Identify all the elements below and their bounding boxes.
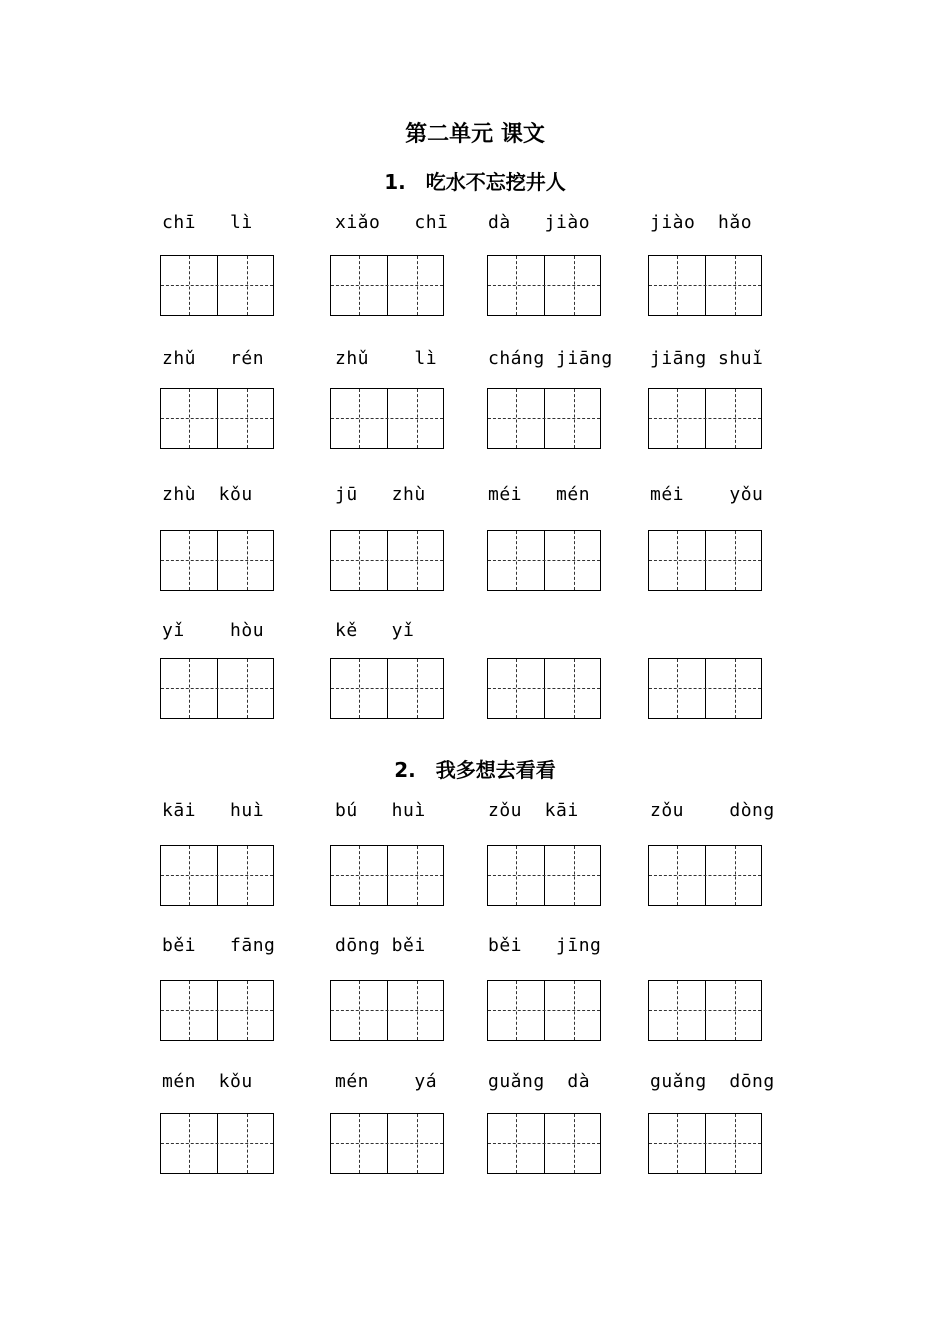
pinyin-label: jū zhù [335, 484, 426, 505]
guide-line-horizontal [331, 285, 443, 286]
guide-line-horizontal [161, 1143, 273, 1144]
writing-box[interactable] [160, 658, 274, 719]
writing-box[interactable] [487, 980, 601, 1041]
writing-box[interactable] [487, 255, 601, 316]
guide-line-horizontal [649, 560, 761, 561]
writing-box[interactable] [330, 255, 444, 316]
writing-box[interactable] [487, 845, 601, 906]
writing-box[interactable] [330, 1113, 444, 1174]
guide-line-horizontal [161, 285, 273, 286]
pinyin-label: dà jiào [488, 212, 591, 233]
guide-line-horizontal [161, 688, 273, 689]
writing-box[interactable] [648, 530, 762, 591]
pinyin-label: yǐ hòu [162, 620, 265, 641]
pinyin-label: mén kǒu [162, 1071, 253, 1092]
pinyin-label: dōng běi [335, 935, 426, 956]
guide-line-horizontal [161, 418, 273, 419]
writing-box[interactable] [648, 255, 762, 316]
pinyin-label: xiǎo chī [335, 212, 449, 233]
guide-line-horizontal [488, 688, 600, 689]
pinyin-label: cháng jiāng [488, 348, 613, 369]
guide-line-horizontal [161, 560, 273, 561]
pinyin-label: zhǔ rén [162, 348, 265, 369]
pinyin-label: mén yá [335, 1071, 438, 1092]
writing-box[interactable] [487, 388, 601, 449]
writing-box[interactable] [648, 658, 762, 719]
writing-box[interactable] [487, 1113, 601, 1174]
pinyin-label: méi yǒu [650, 484, 764, 505]
writing-box[interactable] [648, 388, 762, 449]
guide-line-horizontal [488, 418, 600, 419]
pinyin-label: bú huì [335, 800, 426, 821]
guide-line-horizontal [331, 1010, 443, 1011]
writing-box[interactable] [330, 980, 444, 1041]
writing-box[interactable] [330, 530, 444, 591]
guide-line-horizontal [331, 1143, 443, 1144]
guide-line-horizontal [649, 1010, 761, 1011]
pinyin-label: běi fāng [162, 935, 276, 956]
writing-box[interactable] [330, 658, 444, 719]
writing-box[interactable] [648, 1113, 762, 1174]
writing-box[interactable] [160, 1113, 274, 1174]
pinyin-label: kāi huì [162, 800, 265, 821]
pinyin-label: chī lì [162, 212, 253, 233]
pinyin-label: běi jīng [488, 935, 602, 956]
guide-line-horizontal [488, 1143, 600, 1144]
pinyin-label: kě yǐ [335, 620, 415, 641]
writing-box[interactable] [160, 845, 274, 906]
writing-box[interactable] [330, 388, 444, 449]
writing-box[interactable] [160, 530, 274, 591]
writing-box[interactable] [160, 255, 274, 316]
writing-box[interactable] [160, 980, 274, 1041]
pinyin-label: zhù kǒu [162, 484, 253, 505]
writing-box[interactable] [648, 845, 762, 906]
guide-line-horizontal [161, 1010, 273, 1011]
guide-line-horizontal [649, 875, 761, 876]
guide-line-horizontal [649, 688, 761, 689]
guide-line-horizontal [649, 285, 761, 286]
guide-line-horizontal [331, 688, 443, 689]
pinyin-label: guǎng dà [488, 1071, 591, 1092]
pinyin-label: jiào hǎo [650, 212, 753, 233]
pinyin-label: guǎng dōng [650, 1071, 775, 1092]
lesson-2-title: 2. 我多想去看看 [394, 758, 556, 782]
unit-title: 第二单元 课文 [405, 122, 545, 147]
guide-line-horizontal [331, 560, 443, 561]
guide-line-horizontal [649, 1143, 761, 1144]
guide-line-horizontal [331, 418, 443, 419]
guide-line-horizontal [488, 560, 600, 561]
guide-line-horizontal [488, 285, 600, 286]
writing-box[interactable] [330, 845, 444, 906]
guide-line-horizontal [331, 875, 443, 876]
pinyin-label: méi mén [488, 484, 591, 505]
writing-box[interactable] [648, 980, 762, 1041]
pinyin-label: zǒu kāi [488, 800, 579, 821]
guide-line-horizontal [488, 875, 600, 876]
guide-line-horizontal [649, 418, 761, 419]
pinyin-label: zhǔ lì [335, 348, 438, 369]
pinyin-label: jiāng shuǐ [650, 348, 764, 369]
writing-box[interactable] [487, 530, 601, 591]
writing-box[interactable] [487, 658, 601, 719]
lesson-1-title: 1. 吃水不忘挖井人 [384, 170, 566, 194]
guide-line-horizontal [488, 1010, 600, 1011]
guide-line-horizontal [161, 875, 273, 876]
writing-box[interactable] [160, 388, 274, 449]
pinyin-label: zǒu dòng [650, 800, 775, 821]
